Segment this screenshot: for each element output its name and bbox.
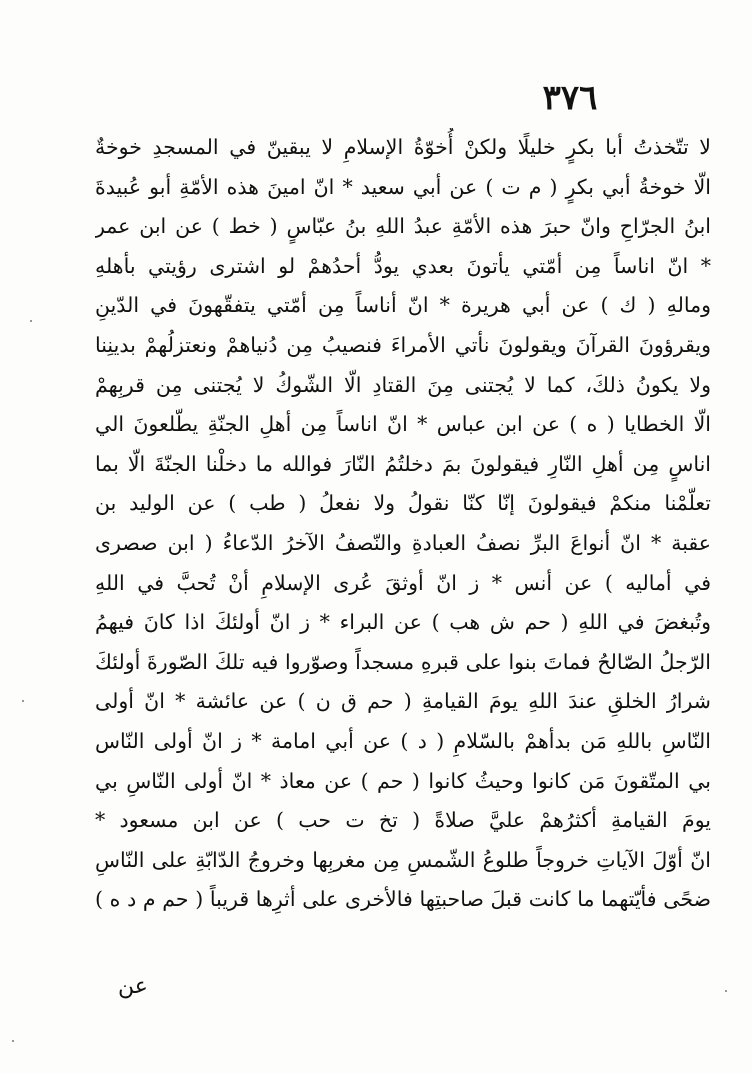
scan-speck [30, 320, 32, 322]
text-line: انّ أوّلَ الآياتِ خروجاً طلوعُ الشّمسِ مِن مغربِها وخروجُ الدّابّةِ على النّاسِ [95, 847, 711, 872]
text-line: ابنُ الجرّاحِ وانّ حبرَ هذه الأمّةِ عبدُ اللهِ بنُ عبّاسٍ ( خط ) عن ابن عمر [95, 214, 711, 239]
scan-speck [725, 990, 727, 992]
scan-speck [22, 700, 24, 702]
text-line: الّا خوخةُ أبي بكرٍ ( م ت ) عن أبي سعيد * انّ امينَ هذه الأمّةِ أبو عُبيدةَ [95, 174, 711, 199]
text-line: في أماليه ) عن أنس * ز انّ أوثقَ عُرى الإسلامِ أنْ تُحبَّ في اللهِ [95, 570, 711, 595]
text-line: النّاسِ باللهِ مَن بدأهمْ بالسّلامِ ( د ) عن أبي امامة * ز انّ أولى النّاس [95, 728, 711, 753]
text-line: لا تتّخذتُ أبا بكرٍ خليلًا ولكنْ أُخوّةُ الإسلامِ لا يبقينّ في المسجدِ خوخةٌ [95, 135, 711, 159]
page-number: ٣٧٦ [542, 78, 598, 118]
text-line: شرارُ الخلقِ عندَ اللهِ يومَ القيامةِ ( حم ق ن ) عن عائشة * انّ أولى [95, 689, 711, 714]
text-line: عقبة * انّ أنواعَ البرِّ نصفُ العبادةِ والنّصفُ الآخرُ الدّعاءُ ( ابن صصرى [95, 530, 711, 555]
text-line: ولا يكونُ ذلكَ، كما لا يُجتنى مِنَ القتادِ الّا الشّوكُ لا يُجتنى مِن قربِهمْ [95, 372, 711, 397]
text-line: الرّجلُ الصّالحُ فماتَ بنوا على قبرهِ مسجداً وصوّروا فيه تلكَ الصّورةَ أولئكَ [95, 649, 711, 674]
text-line: ويقرؤونَ القرآنَ ويقولونَ نأتي الأمراءَ فنصيبُ مِن دُنياهمْ ونعتزلُهمْ بدينِنا [95, 332, 711, 357]
text-line: بي المتّقونَ مَن كانوا وحيثُ كانوا ( حم ) عن معاذ * انّ أولى النّاسِ بي [95, 768, 711, 793]
text-line: تعلّمْنا منكمْ فيقولونَ إنّا كنّا نقولُ ولا نفعلُ ( طب ) عن الوليد بن [95, 491, 711, 516]
text-line: وتُبغضَ في اللهِ ( حم ش هب ) عن البراء * ز انّ أولئكَ اذا كانَ فيهمُ [95, 610, 711, 635]
text-line: * انّ اناساً مِن أمّتي يأتونَ بعدي يودُّ أحدُهمْ لو اشترى رؤيتي بأهلهِ [95, 253, 711, 278]
scan-speck [12, 1040, 14, 1042]
text-line: الّا الخطايا ( ه ) عن ابن عباس * انّ اناساً مِن أهلِ الجنّةِ يطّلعونَ الي [95, 412, 711, 437]
hadith-text-body [95, 128, 711, 920]
text-line: اناسٍ مِن أهلِ النّارِ فيقولونَ بمَ دخلتُمُ النّارَ فوالله ما دخلْنا الجنّةَ الّا بما [95, 451, 711, 476]
text-line: يومَ القيامةِ أكثرُهمْ عليَّ صلاةً ( تخ ت حب ) عن ابن مسعود * [95, 808, 711, 833]
text-line: ضحًى فأيّتهما ما كانت قبلَ صاحبتِها فالأخرى على أثرِها قريباً ( حم م د ه ) [95, 887, 711, 912]
text-line: ومالهِ ( ك ) عن أبي هريرة * انّ أناساً مِن أمّتي يتفقّهونَ في الدّينِ [95, 293, 711, 318]
catchword: عن [118, 974, 148, 999]
